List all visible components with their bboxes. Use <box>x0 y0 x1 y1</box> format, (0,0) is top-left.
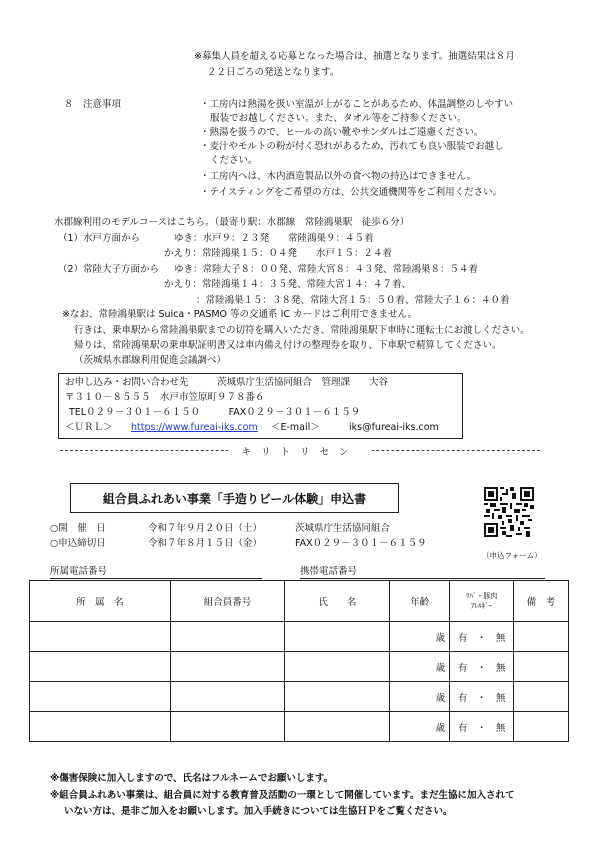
route2-back: かえり：常陸鴻巣１４：３５発、常陸大宮１４：４７着、 <box>164 279 412 290</box>
remarks-cell[interactable] <box>514 652 569 682</box>
remarks-cell[interactable] <box>514 682 569 712</box>
fax-number: FAX０２９－３０１－６１５９ <box>295 538 427 549</box>
route2-back: ：常陸鴻巣１５：３８発、常陸大宮１５：５０着、常陸大子１６：４０着 <box>196 295 510 306</box>
qr-code-icon[interactable] <box>484 487 534 537</box>
member-number-cell[interactable] <box>170 682 285 712</box>
route1-go: ゆき：水戸９：２３発 常陸鴻巣９：４５着 <box>174 233 374 244</box>
office-phone-field[interactable] <box>50 565 262 579</box>
allergy-cell[interactable]: 有 ・ 無 <box>450 682 514 712</box>
col-age: 年齢 <box>390 581 450 622</box>
email-address: iks@fureai-iks.com <box>349 422 439 433</box>
col-name: 氏 名 <box>285 581 390 622</box>
affiliation-cell[interactable] <box>30 682 171 712</box>
office-phone-label: 所属電話番号 <box>50 566 108 577</box>
cut-line-label: キリトリセン <box>228 447 373 458</box>
notes-line: ・工房内へは、木内酒造製品以外の食べ物の持込はできません。 <box>200 171 477 182</box>
form-title: 組合員ふれあい事業「手造りビール体験」申込書 <box>70 483 399 513</box>
route2-go: ゆき：常陸大子８：００発、常陸大宮８：４３発、常陸鴻巣８：５４着 <box>174 264 479 275</box>
email-label: ＜E-mail＞ <box>271 422 320 433</box>
age-cell[interactable]: 歳 <box>390 652 450 682</box>
course-note: 帰りは、常陸鴻巣駅の乗車駅証明書又は車内備え付けの整理券を取り、下車駅で精算してください。 <box>74 340 502 351</box>
member-number-cell[interactable] <box>170 712 285 742</box>
member-number-cell[interactable] <box>170 622 285 652</box>
notes-label: ８ 注意事項 <box>64 99 122 110</box>
route2-label: （2）常陸大子方面から <box>58 264 160 275</box>
course-intro: 水郡線利用のモデルコースはこちら。（最寄り駅：水郡線 常陸鴻巣駅 徒歩６分） <box>54 217 410 228</box>
col-remarks: 備 考 <box>514 581 569 622</box>
remarks-cell[interactable] <box>514 622 569 652</box>
footer-note: いない方は、是非ご加入をお願いします。加入手続きについては生協ＨＰをご覧ください。 <box>64 806 453 817</box>
contact-line: お申し込み・お問い合わせ先 茨城県庁生活協同組合 管理課 大谷 <box>65 377 389 388</box>
application-table <box>29 580 569 742</box>
table-row <box>30 682 569 712</box>
deadline-value: 令和７年８月１５日（金） <box>148 538 263 549</box>
name-cell[interactable] <box>285 682 390 712</box>
notes-line: ・工房内は熱湯を扱い室温が上がることがあるため、体温調整のしやすい <box>200 99 514 110</box>
age-cell[interactable]: 歳 <box>390 682 450 712</box>
route1-back: かえり：常陸鴻巣１５：０４発 水戸１５：２４着 <box>164 248 393 259</box>
url-label: ＜ＵＲＬ＞ <box>65 422 113 433</box>
notes-line: ください。 <box>210 155 258 166</box>
allergy-cell[interactable]: 有 ・ 無 <box>450 652 514 682</box>
course-source: （茨城県水郡線利用促進会議調べ） <box>74 355 227 366</box>
col-allergy-line1: ﾘﾊﾞ・豚肉 <box>465 592 498 600</box>
affiliation-cell[interactable] <box>30 652 171 682</box>
deadline-label: ○申込締切日 <box>50 538 106 549</box>
notes-line: ・テイスティングをご希望の方は、公共交通機関等をご利用ください。 <box>200 187 503 198</box>
age-cell[interactable]: 歳 <box>390 712 450 742</box>
org-name: 茨城県庁生活協同組合 <box>295 523 391 534</box>
col-allergy-line2: ｱﾚﾙｷﾞｰ <box>471 602 493 610</box>
event-date-label: ○開 催 日 <box>50 523 106 534</box>
mobile-phone-label: 携帯電話番号 <box>300 566 358 577</box>
name-cell[interactable] <box>285 652 390 682</box>
col-affiliation: 所 属 名 <box>30 581 171 622</box>
table-row <box>30 652 569 682</box>
notes-line: 服装でお越しください。また、タオル等をご持参ください。 <box>210 113 467 124</box>
course-note: 行きは、乗車駅から常陸鴻巣駅までの切符を購入いただき、常陸鴻巣駅下車時に運転士にお渡しください。 <box>74 325 530 336</box>
notes-line: ・熱湯を扱うので、ヒールの高い靴やサンダルはご遠慮ください。 <box>200 127 484 138</box>
notes-line: ・麦汁やモルトの粉が付く恐れがあるため、汚れても良い服装でお越し <box>200 141 504 152</box>
contact-tel-fax: TEL０２９－３０１－６１５０ FAX０２９－３０１－６１５９ <box>69 407 361 418</box>
website-link[interactable]: https://www.fureai-iks.com <box>131 422 258 433</box>
col-allergy <box>450 581 514 622</box>
affiliation-cell[interactable] <box>30 712 171 742</box>
contact-address: 〒３１０－８５５５ 水戸市笠原町９７８番６ <box>65 392 265 403</box>
table-header <box>30 581 569 622</box>
route1-label: （1）水戸方面から <box>58 233 141 244</box>
footer-note: ※組合員ふれあい事業は、組合員に対する教育普及活動の一環として開催しています。まだ生協に加入されて <box>50 790 515 801</box>
allergy-cell[interactable]: 有 ・ 無 <box>450 622 514 652</box>
remarks-cell[interactable] <box>514 712 569 742</box>
contact-box <box>58 373 463 439</box>
table-row <box>30 712 569 742</box>
age-cell[interactable]: 歳 <box>390 622 450 652</box>
table-row <box>30 622 569 652</box>
mobile-phone-field[interactable] <box>300 565 545 579</box>
lottery-note-line2: ２２日ごろの発送となります。 <box>207 67 340 78</box>
lottery-note-line1: ※募集人員を超える応募となった場合は、抽選となります。抽選結果は８月 <box>194 51 515 62</box>
qr-caption: （申込フォーム） <box>482 551 542 560</box>
col-member-number: 組合員番号 <box>170 581 285 622</box>
affiliation-cell[interactable] <box>30 622 171 652</box>
event-date-value: 令和７年９月２０日（土） <box>148 523 263 534</box>
allergy-cell[interactable]: 有 ・ 無 <box>450 712 514 742</box>
member-number-cell[interactable] <box>170 652 285 682</box>
course-note: ※なお、常陸鴻巣駅は Suica・PASMO 等の交通系 IC カードはご利用できません。 <box>62 309 418 320</box>
name-cell[interactable] <box>285 712 390 742</box>
name-cell[interactable] <box>285 622 390 652</box>
footer-note: ※傷害保険に加入しますので、氏名はフルネームでお願いします。 <box>50 773 334 784</box>
